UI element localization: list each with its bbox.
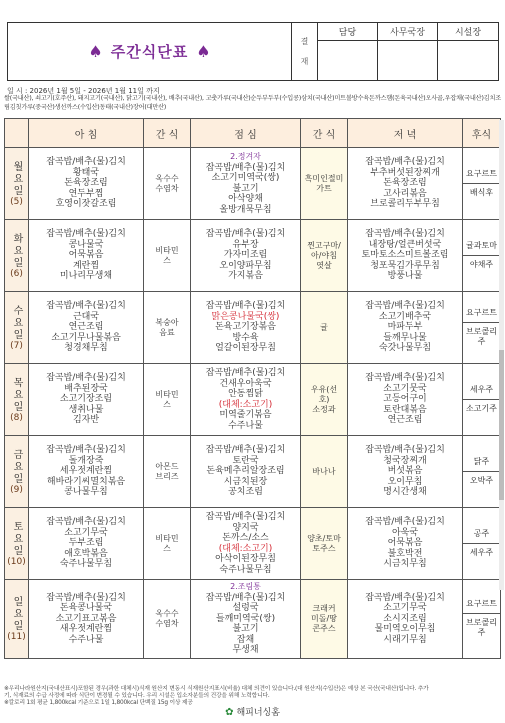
menu-item: 옥수수 [155,173,179,183]
menu-item: 얼갈이된장무침 [215,343,276,354]
menu-item: 옥수수 [155,608,179,618]
header-snack-am: 간 식 [144,119,191,148]
approval-manager: 사무국장 [378,23,438,41]
menu-item: 소고기장조림 [59,394,113,405]
menu-item: 무생채 [232,645,259,655]
snack-am-cell [144,436,191,508]
dessert-cell [463,292,501,364]
lunch-cell [191,148,301,220]
menu-item: 비타민 [155,389,179,399]
menu-item: 잡곡밥/배추(물)김치 [205,592,286,603]
dessert-item: 브로콜리주 [466,618,497,638]
menu-item: 방풍나물 [387,271,423,282]
day-number: (8) [10,412,23,423]
menu-item: 불호박전 [387,548,423,559]
day-label [5,364,29,436]
menu-item: 콘주스 [312,623,336,633]
dessert-item: 닭주 [463,453,500,472]
note-line: ※칼로리 1회 평균 1,800kcal 기준으로 1일 1,800kcal 단백질 15g 이상 제공 [4,700,193,706]
day-number: (10) [7,556,26,567]
approval-director[interactable]: 시설장 [438,23,498,41]
breakfast-cell [29,364,144,436]
title-box [8,23,292,80]
signature-box-staff[interactable] [318,41,378,80]
notes [4,686,502,707]
menu-item: 잡곡밥/배추(물)김치 [365,592,445,603]
page-title: 주간식단표 [110,43,189,61]
snack-am-cell [144,364,191,436]
signature-box-director[interactable] [438,41,498,80]
menu-item: 소정과 [312,404,336,414]
header-snack-pm: 간 식 [301,119,348,148]
menu-item: 고등어구이 [383,394,427,405]
dessert-cell [463,148,501,220]
menu-item: 명시간생채 [383,487,427,498]
menu-item: 공치조림 [228,487,263,498]
dessert-cell [463,220,501,292]
menu-table [4,118,501,659]
menu-item: 비타민 [155,533,179,543]
header-breakfast: 아 침 [29,119,144,148]
day-name: 화요일 [11,232,22,269]
dessert-item: 요구르트 [463,165,500,184]
menu-item: 브리즈 [155,471,179,481]
menu-item: 아몬드 [155,461,179,471]
lunch-cell [191,580,301,659]
menu-item: 두부조림 [68,538,104,549]
dessert-item: 야채주 [469,260,494,269]
dessert-cell [463,508,501,580]
spade-icon: ♠ [88,42,103,61]
dessert-item: 귤과토마 [463,237,500,256]
breakfast-cell [29,292,144,364]
menu-item: 소고기미역국(쌍) [211,173,280,183]
note-line: ※우리나라원산지(국내산표시)포함된 경우(과한 대체시)식재 원산지 변동시 식재원산지표시(비율) 대체 의견이 있습니다.(대 원산지(수입산)은 예상 본 국산(국내산)입니다. 추가 [4,686,429,692]
menu-item: 잡곡밥/배추(물)김치 [365,229,445,240]
table-row [5,508,501,580]
menu-item: 소고기배추국 [378,311,432,322]
menu-item: 바나나 [312,466,336,476]
menu-body [5,148,501,659]
period-text: 일 시 : 2026년 1월 5일 - 2026년 1월 11일 까지 [7,87,160,95]
snack-am-cell [144,220,191,292]
menu-item: 물미역오이무침 [374,624,436,634]
menu-item: 소고기무국 [383,603,427,613]
menu-item: 미돌/땅 [311,613,337,623]
day-number: (11) [7,631,26,642]
lunch-cell [191,292,301,364]
header-dinner: 저 녁 [348,119,463,148]
menu-item: 콩나물무침 [64,487,108,498]
day-label [5,436,29,508]
header-lunch: 점 심 [191,119,301,148]
menu-item: 오이무침 [387,476,423,487]
day-label [5,580,29,659]
menu-item: 토란대볶음 [383,404,427,415]
logo-icon: ✿ [225,707,234,718]
menu-item: 잡곡밥/배추(물)김치 [46,229,126,240]
menu-item: 스 [163,255,171,265]
header-day [5,119,29,148]
menu-item: 시래기무침 [383,634,427,645]
day-label [5,292,29,364]
menu-item: 세우젓계란찜 [59,466,113,477]
menu-item: 콩나물국 [68,239,104,250]
day-label [5,220,29,292]
special-menu: 2.조림통 [230,582,261,591]
menu-item: 잡곡밥/배추(물)김치 [46,301,126,312]
dessert-item: 소고기주 [466,404,497,413]
menu-item: 돈까스/소스 [222,533,269,543]
dessert-cell [463,364,501,436]
day-name: 금요일 [11,448,22,485]
snack-pm-cell [301,220,348,292]
day-number: (7) [10,340,23,351]
menu-item: 양지국 [232,522,259,533]
snack-am-cell [144,148,191,220]
menu-item: 잡곡밥/배추(물)김치 [205,229,286,240]
menu-item: 오이양파무침 [219,260,272,271]
table-row [5,364,501,436]
breakfast-cell [29,436,144,508]
menu-item: 돈육고기장볶음 [215,322,276,333]
lunch-cell [191,436,301,508]
snack-pm-cell [301,364,348,436]
menu-item: 아삭양채 [228,194,263,204]
dessert-cell [463,436,501,508]
menu-item: 황태국 [72,167,100,178]
header-box [7,22,499,81]
menu-item: 계란찜 [72,260,100,271]
menu-item: 마파두부 [387,322,423,333]
menu-item: 생취나물 [68,404,104,415]
menu-item: 가트 [316,183,332,193]
menu-item: 설렁국 [232,603,259,613]
menu-item: 토마토소스미트볼조림 [361,250,449,261]
menu-item: 잡곡밥/배추(물)김치 [205,445,286,456]
menu-item: 버섯볶음 [387,466,423,477]
menu-item: 잡곡밥/배추(물)김치 [205,162,286,173]
menu-item: 연근조림 [387,415,423,426]
table-header-row [5,119,501,148]
dinner-cell [348,436,463,508]
menu-item: 잡곡밥/배추(물)김치 [46,445,126,456]
dessert-item: 브로콜리주 [466,327,497,346]
menu-item: (대체:소고기) [218,543,273,554]
menu-item: 애호박볶음 [64,548,108,559]
menu-item: 들깨미역국(쌍) [215,613,276,624]
day-number: (5) [10,196,23,207]
menu-item: 복숭아 [155,317,179,327]
table-row [5,220,501,292]
breakfast-cell [29,508,144,580]
menu-item: 흑미인절미 [304,173,344,183]
approval-label-2: 재 [300,56,309,66]
menu-item: 잡채 [236,634,255,645]
menu-item: 건새우아욱국 [219,378,272,389]
menu-item: 소고기표고볶음 [55,613,117,624]
table-row [5,436,501,508]
menu-item: 수염차 [155,618,179,628]
menu-item: 부추버섯된장찌개 [370,167,440,178]
menu-item: 유부장 [232,239,259,250]
approval-label-1: 결 [300,36,309,46]
menu-item: 크래커 [312,603,336,613]
breakfast-cell [29,580,144,659]
menu-item: 어묵볶음 [387,538,423,549]
menu-item: 귤 [320,322,328,332]
menu-item: 해바라기씨멸치볶음 [46,476,126,487]
snack-am-cell [144,580,191,659]
note-line: 기, 식재료의 수급 사정에 따라 식단이 변경될 수 있습니다. 우리 시설은 입소자분들의 건강을 위해 노력합니다. [4,693,270,699]
dinner-cell [348,148,463,220]
menu-item: 돌개장죽 [68,455,104,466]
origin-text: 쌀(국내산), 쇠고기(호주산), 돼지고기(국내산), 닭고기(국내산), 배추(국내산), 고춧가루(국내산)순두부두부(수입콩)삼치(국내산)미트볼방수육돈까스햄(돈육국내산)오사골,우잡채(국내산)김치조림김칫가루(중국산)생선까스(수입산)동태(국내산)장어(대만산) [4,95,501,111]
menu-item: 시금치무침 [383,559,427,570]
menu-item: 고사리볶음 [383,188,427,199]
menu-item: 잡곡밥/배추(물)김치 [365,373,445,384]
menu-item: 잡곡밥/배추(물)김치 [205,512,286,522]
special-menu: 2.정겨자 [230,152,261,161]
day-name: 토요일 [11,520,22,557]
approval-staff: 담당 [318,23,378,41]
dessert-item: 세우주 [463,381,500,400]
dinner-cell [348,508,463,580]
snack-pm-cell [301,292,348,364]
dinner-cell [348,364,463,436]
dessert-item: 요구르트 [463,304,500,323]
menu-item: 숙갓나물무침 [378,343,432,354]
menu-item: 배추된장국 [64,383,108,394]
menu-item: 잡곡밥/배추(물)김치 [46,517,126,528]
dessert-item: 공주 [463,525,500,544]
day-name: 목요일 [11,376,22,413]
menu-item: 잡곡밥/배추(물)김치 [365,301,445,312]
menu-item: 음료 [159,327,175,337]
snack-am-cell [144,508,191,580]
day-label [5,508,29,580]
menu-item: 잡곡밥/배추(물)김치 [46,592,126,603]
menu-item: 방수육 [232,332,259,343]
scrollbar-thumb[interactable] [499,350,504,500]
day-name: 일요일 [11,595,22,632]
menu-item: 양초/토마 [307,533,341,543]
dessert-cell [463,580,501,659]
dinner-cell [348,292,463,364]
menu-item: 돈육장조림 [383,178,427,189]
header-dessert: 후식 [463,119,501,148]
day-number: (6) [10,268,23,279]
dessert-item: 배식후 [469,188,494,197]
menu-item: 돈육메추리알장조림 [206,466,285,477]
menu-item: 시금치된장 [223,476,268,487]
table-row [5,292,501,364]
snack-pm-cell [301,436,348,508]
day-number: (9) [10,484,23,495]
menu-item: 미나리무생채 [59,271,113,282]
menu-item: 가지볶음 [228,271,263,282]
menu-item: 숙주나물무침 [59,559,113,570]
menu-item: 청경채무침 [64,343,108,354]
breakfast-cell [29,148,144,220]
footer [0,705,505,718]
menu-item: 불고기 [232,183,259,194]
day-name: 월요일 [11,160,22,197]
menu-item: 김자반 [72,415,100,426]
menu-item: 잡곡밥/배추(물)김치 [46,373,126,384]
snack-pm-cell [301,508,348,580]
menu-item: 내장탕/얼큰버섯국 [368,239,442,250]
menu-item: 맑은콩나물국(쌍) [211,311,280,322]
lunch-cell [191,220,301,292]
menu-item: 수주나물 [228,420,263,431]
menu-item: 새우젓계란찜 [59,624,113,634]
menu-item: 토주스 [312,543,336,553]
menu-item: 찐고구마/ [307,240,341,250]
menu-item: 들깨무나물 [383,332,427,343]
menu-item: 호영이잣갈조림 [55,199,117,210]
menu-item: 호) [318,394,330,404]
dessert-item: 요구르트 [463,595,500,614]
breakfast-cell [29,220,144,292]
menu-item: 돈육콩나물국 [59,603,113,613]
menu-item: 아욱국 [391,527,419,538]
menu-item: 토란국 [232,455,259,466]
lunch-cell [191,508,301,580]
snack-pm-cell [301,148,348,220]
signature-box-manager[interactable] [378,41,438,80]
menu-item: 불고기 [232,624,259,634]
menu-item: 비타민 [155,245,179,255]
menu-item: 잡곡밥/배추(물)김치 [205,368,286,378]
menu-item: (대체:소고기) [218,399,273,410]
spade-icon: ♠ [196,42,211,61]
dessert-item: 세우주 [469,548,494,557]
menu-item: 청포묵김가루무침 [370,260,440,271]
approval-label [292,23,318,80]
menu-item: 가자미조림 [223,250,268,261]
snack-am-cell [144,292,191,364]
day-label [5,148,29,220]
menu-item: 청국장찌개 [383,455,427,466]
menu-item: 스 [163,399,171,409]
menu-item: 브로콜리두부무침 [370,199,440,210]
menu-item: 잡곡밥/배추(물)김치 [365,157,445,168]
approval-grid [318,23,498,80]
menu-item: 근대국 [72,311,100,322]
menu-item: 숙주나물무침 [219,564,272,575]
facility-name: 해피너싱홈 [236,708,280,718]
menu-item: 소고기무나물볶음 [51,332,121,343]
menu-item: 소시지조림 [383,613,427,624]
table-row [5,580,501,659]
menu-item: 우유(선 [310,384,338,394]
dessert-item: 오박주 [469,476,494,485]
menu-item: 돈육장조림 [64,178,108,189]
menu-item: 아삭이된장무침 [215,554,276,564]
snack-pm-cell [301,580,348,659]
menu-item: 수주나물 [68,634,104,645]
menu-item: 잡곡밥/배추(물)김치 [205,301,286,312]
menu-item: 아/야침 [311,250,337,260]
menu-item: 올방개묵무침 [219,204,272,215]
menu-item: 미역줄기볶음 [219,410,272,420]
menu-item: 잡곡밥/배추(물)김치 [365,445,445,456]
menu-item: 엿살 [316,260,332,270]
menu-item: 소고기뭇국 [383,383,427,394]
menu-item: 잡곡밥/배추(물)김치 [365,517,445,528]
table-row [5,148,501,220]
menu-item: 스 [163,543,171,553]
menu-item: 수염차 [155,183,179,193]
day-name: 수요일 [11,304,22,341]
menu-item: 연근조림 [68,322,104,333]
menu-item: 어묵볶음 [68,250,104,261]
menu-item: 안동찜닭 [228,389,263,399]
dinner-cell [348,580,463,659]
dinner-cell [348,220,463,292]
menu-item: 연두부찜 [68,188,104,199]
menu-item: 잡곡밥/배추(물)김치 [46,157,126,168]
lunch-cell [191,364,301,436]
menu-item: 소고기무국 [64,527,108,538]
